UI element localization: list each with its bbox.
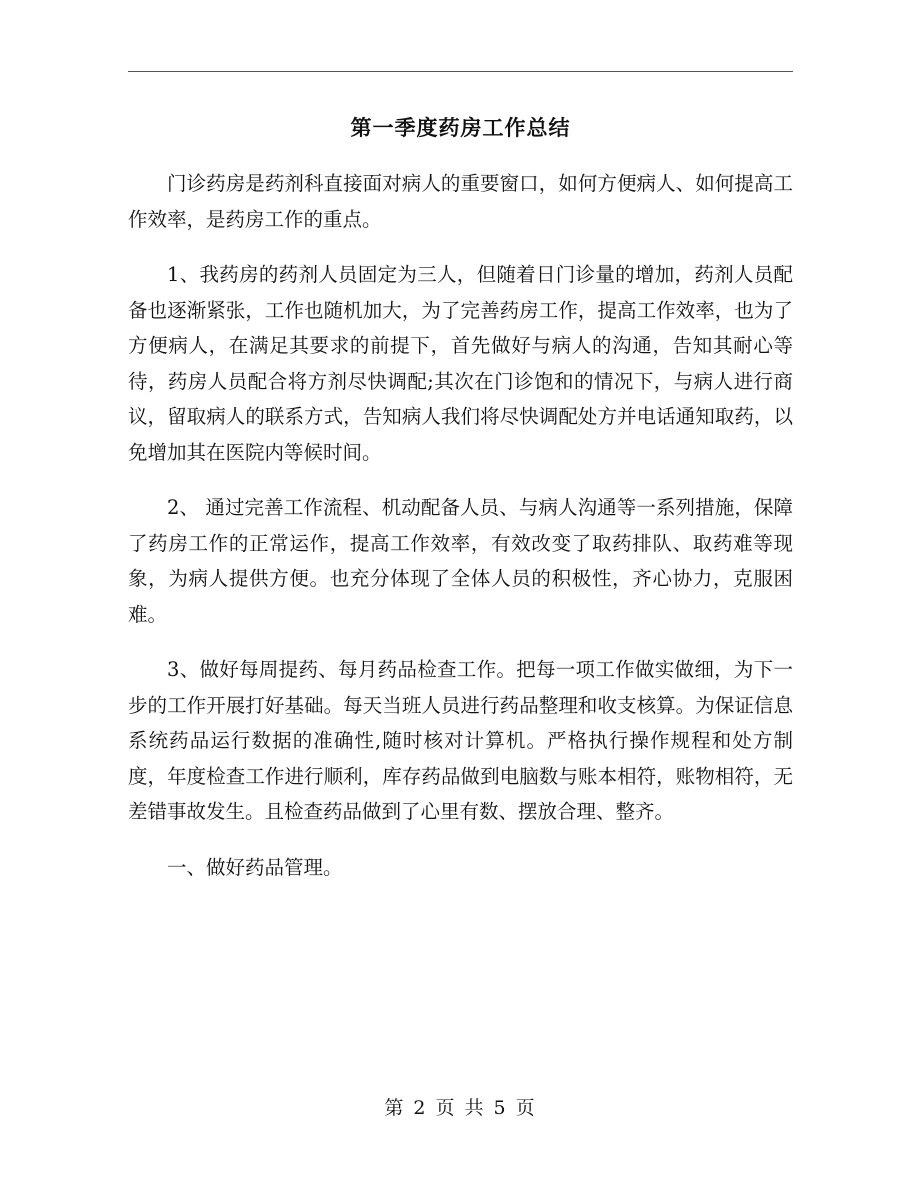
header-rule: [128, 71, 793, 72]
paragraph-item-2: 2、 通过完善工作流程、机动配备人员、与病人沟通等一系列措施，保障了药房工作的正常运作，提高工作效率，有效改变了取药排队、取药难等现象，为病人提供方便。也充分体现了全体人员的积极性，齐心协力，克服困难。: [128, 496, 793, 626]
page-number-label: 第 2 页 共 5 页: [384, 1097, 537, 1119]
paragraph-intro: 门诊药房是药剂科直接面对病人的重要窗口，如何方便病人、如何提高工作效率，是药房工作的重点。: [128, 172, 793, 231]
document-body: [128, 166, 793, 905]
paragraph-item-1: 1、我药房的药剂人员固定为三人，但随着日门诊量的增加，药剂人员配备也逐渐紧张，工作也随机加大，为了完善药房工作，提高工作效率，也为了方便病人，在满足其要求的前提下，首先做好与病人的沟通，告知其耐心等待，药房人员配合将方剂尽快调配;其次在门诊饱和的情况下，与病人进行商议，留取病人的联系方式，告知病人我们将尽快调配处方并电话通知取药，以免增加其在医院内等候时间。: [128, 263, 793, 464]
paragraph-item-3: 3、做好每周提药、每月药品检查工作。把每一项工作做实做细，为下一步的工作开展打好基础。每天当班人员进行药品整理和收支核算。为保证信息系统药品运行数据的准确性,随时核对计算机。严格执行操作规程和处方制度，年度检查工作进行顺利，库存药品做到电脑数与账本相符，账物相符，无差错事故发生。且检查药品做到了心里有数、摆放合理、整齐。: [128, 658, 793, 823]
document-title: 第一季度药房工作总结: [350, 115, 571, 140]
page-footer: [128, 1093, 793, 1123]
section-heading-drug-management: 一、做好药品管理。: [167, 855, 343, 879]
